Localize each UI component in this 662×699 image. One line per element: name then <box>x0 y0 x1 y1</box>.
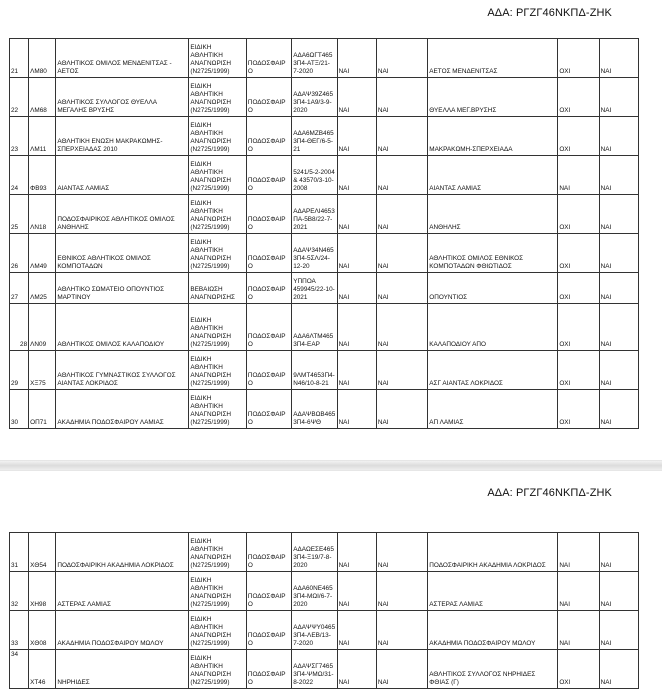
sport: ΠΟΔΟΣΦΑΙΡΟ <box>246 234 291 273</box>
status-col-10: ΟΧΙ <box>558 390 599 429</box>
status-col-8: ΝΑΙ <box>376 195 427 234</box>
club-code: ΧΘ08 <box>29 611 56 650</box>
club-short-name: ΑΕΤΟΣ ΜΕΝΔΕΝΙΤΣΑΣ <box>428 39 558 78</box>
club-short-name: ΜΑΚΡΑΚΩΜΗ-ΣΠΕΡΧΕΙΑΔΑ <box>428 117 558 156</box>
table-row <box>10 533 639 572</box>
sport: ΠΟΔΟΣΦΑΙΡΟ <box>246 650 291 689</box>
table-row <box>10 273 639 304</box>
recognition-type <box>189 117 246 156</box>
status-col-8: ΝΑΙ <box>376 156 427 195</box>
club-code: ΛΜ80 <box>29 39 56 78</box>
row-number: 32 <box>10 572 29 611</box>
club-code: ΟΠ71 <box>29 390 56 429</box>
club-code: ΛΜ11 <box>29 117 56 156</box>
club-name: ΑΘΛΗΤΙΚΟ ΣΩΜΑΤΕΙΟ ΟΠΟΥΝΤΙΟΣ ΜΑΡΤΙΝΟΥ <box>56 273 189 304</box>
status-col-11: ΝΑΙ <box>599 78 638 117</box>
status-col-11: ΝΑΙ <box>599 195 638 234</box>
club-short-name: ΑΚΑΔΗΜΙΑ ΠΟΔΟΣΦΑΙΡΟΥ ΜΩΛΟΥ <box>428 611 558 650</box>
ada-document: ΑΔΑΨΣΓ74653Π4-ΨΜΩ/31-8-2022 <box>292 650 337 689</box>
club-short-name: ΑΣΓ ΑΙΑΝΤΑΣ ΛΟΚΡΙΔΟΣ <box>428 351 558 390</box>
club-name: ΑΙΑΝΤΑΣ ΛΑΜΙΑΣ <box>56 156 189 195</box>
status-col-7: ΝΑΙ <box>337 234 376 273</box>
recognition-line: (Ν2725/1999) <box>190 262 230 270</box>
status-col-11: ΝΑΙ <box>599 572 638 611</box>
status-col-11: ΝΑΙ <box>599 156 638 195</box>
row-number: 30 <box>10 390 29 429</box>
recognition-line: ΑΝΑΓΝΩΡΙΣΗ <box>190 215 232 223</box>
status-col-11: ΝΑΙ <box>599 351 638 390</box>
recognition-line: ΑΘΛΗΤΙΚΗ <box>190 207 223 215</box>
status-col-10: ΟΧΙ <box>558 234 599 273</box>
club-code: ΛΜ49 <box>29 234 56 273</box>
recognition-line: ΕΙΔΙΚΗ <box>190 43 212 51</box>
table-row <box>10 304 639 351</box>
status-col-10: ΟΧΙ <box>558 304 599 351</box>
status-col-8: ΝΑΙ <box>376 650 427 689</box>
status-col-8: ΝΑΙ <box>376 304 427 351</box>
ada-document: ΑΔΑΨ34Ν4653Π4-5ΣΛ/24-12-20 <box>292 234 337 273</box>
recognition-line: ΑΘΛΗΤΙΚΗ <box>190 324 223 332</box>
recognition-line: (Ν2725/1999) <box>190 418 230 426</box>
club-short-name: ΑΘΛΗΤΙΚΟΣ ΣΥΛΛΟΓΟΣ ΝΗΡΗΙΔΕΣ ΦΘΙΑΣ (Γ) <box>428 650 558 689</box>
ada-document: ΑΔΑ6ΩΓΤ4653Π4-ΑΤΞ/21-7-2020 <box>292 39 337 78</box>
sport: ΠΟΔΟΣΦΑΙΡΟ <box>246 351 291 390</box>
sport: ΠΟΔΟΣΦΑΙΡΟ <box>246 156 291 195</box>
recognition-line: ΑΘΛΗΤΙΚΗ <box>190 129 223 137</box>
recognition-line: (Ν2725/1999) <box>190 600 230 608</box>
recognition-line: (Ν2725/1999) <box>190 639 230 647</box>
recognition-line: ΑΝΑΓΝΩΡΙΣΗ <box>190 137 232 145</box>
ada-document: ΑΔΑΨΒΩΒ4653Π4-6ΨΘ <box>292 390 337 429</box>
table-row <box>10 78 639 117</box>
recognition-line: ΑΘΛΗΤΙΚΗ <box>190 51 223 59</box>
recognition-type <box>189 390 246 429</box>
sport: ΠΟΔΟΣΦΑΙΡΟ <box>246 572 291 611</box>
recognition-line: ΑΝΑΓΝΩΡΙΣΗ <box>190 332 232 340</box>
status-col-8: ΝΑΙ <box>376 273 427 304</box>
recognition-line: ΕΙΔΙΚΗ <box>190 615 212 623</box>
club-short-name: ΠΟΔΟΣΦΑΙΡΙΚΗ ΑΚΑΔΗΜΙΑ ΛΟΚΡΙΔΟΣ <box>428 533 558 572</box>
status-col-8: ΝΑΙ <box>376 572 427 611</box>
status-col-8: ΝΑΙ <box>376 39 427 78</box>
clubs-table <box>9 38 639 429</box>
club-name: ΑΘΛΗΤΙΚΟΣ ΟΜΙΛΟΣ ΚΑΛΑΠΟΔΙΟΥ <box>56 304 189 351</box>
ada-document: ΑΔΑ60ΝΕ4653Π4-ΜΩΙ/6-7-2020 <box>292 572 337 611</box>
status-col-7: ΝΑΙ <box>337 533 376 572</box>
table-row <box>10 234 639 273</box>
recognition-line: ΑΘΛΗΤΙΚΗ <box>190 545 223 553</box>
status-col-7: ΝΑΙ <box>337 195 376 234</box>
recognition-line: ΕΙΔΙΚΗ <box>190 654 212 662</box>
recognition-line: ΒΕΒΑΙΩΣΗ <box>190 285 223 293</box>
row-number: 33 <box>10 611 29 650</box>
recognition-line: (Ν2725/1999) <box>190 561 230 569</box>
recognition-type <box>189 156 246 195</box>
sport: ΠΟΔΟΣΦΑΙΡΟ <box>246 39 291 78</box>
recognition-type <box>189 234 246 273</box>
table-row <box>10 572 639 611</box>
row-number: 22 <box>10 78 29 117</box>
status-col-7: ΝΑΙ <box>337 611 376 650</box>
status-col-8: ΝΑΙ <box>376 78 427 117</box>
table-row <box>10 351 639 390</box>
ada-document: ΑΔΑ6ΜΖΒ4653Π4-ΘΕΓ/6-5-21 <box>292 117 337 156</box>
status-col-8: ΝΑΙ <box>376 351 427 390</box>
recognition-line: ΕΙΔΙΚΗ <box>190 394 212 402</box>
status-col-11: ΝΑΙ <box>599 650 638 689</box>
club-name: ΕΘΝΙΚΟΣ ΑΘΛΗΤΙΚΟΣ ΟΜΙΛΟΣ ΚΟΜΠΟΤΑΔΩΝ <box>56 234 189 273</box>
recognition-line: (Ν2725/1999) <box>190 106 230 114</box>
sport: ΠΟΔΟΣΦΑΙΡΟ <box>246 611 291 650</box>
recognition-type <box>189 533 246 572</box>
recognition-type <box>189 195 246 234</box>
status-col-11: ΝΑΙ <box>599 234 638 273</box>
ada-document: ΑΔΑΩΕΣΕ4653Π4-Ξ19/7-8-2020 <box>292 533 337 572</box>
status-col-7: ΝΑΙ <box>337 650 376 689</box>
recognition-line: ΕΙΔΙΚΗ <box>190 238 212 246</box>
ada-header: ΑΔΑ: ΡΓΖΓ46ΝΚΠΔ-ΖΗΚ <box>487 7 612 19</box>
club-name: ΑΚΑΔΗΜΙΑ ΠΟΔΟΣΦΑΙΡΟΥ ΜΩΛΟΥ <box>56 611 189 650</box>
recognition-line: ΑΘΛΗΤΙΚΗ <box>190 623 223 631</box>
club-short-name: ΑΠ ΛΑΜΙΑΣ <box>428 390 558 429</box>
club-short-name: ΘΥΕΛΛΑ ΜΕΓ.ΒΡΥΣΗΣ <box>428 78 558 117</box>
recognition-line: ΑΝΑΓΝΩΡΙΣΗ <box>190 254 232 262</box>
club-code: ΧΤ46 <box>29 650 56 689</box>
recognition-line: ΑΝΑΓΝΩΡΙΣΗ <box>190 176 232 184</box>
ada-document: ΑΔΑ6ΛΤΜ4653Π4-ΕΑΡ <box>292 304 337 351</box>
status-col-7: ΝΑΙ <box>337 273 376 304</box>
recognition-line: ΑΘΛΗΤΙΚΗ <box>190 246 223 254</box>
status-col-7: ΝΑΙ <box>337 78 376 117</box>
recognition-line: ΕΙΔΙΚΗ <box>190 121 212 129</box>
ada-document: ΑΔΑΡΕΛΙ4653ΠΑ-5Β8/22-7-2021 <box>292 195 337 234</box>
sport: ΠΟΔΟΣΦΑΙΡΟ <box>246 533 291 572</box>
club-code: ΧΘ54 <box>29 533 56 572</box>
recognition-line: (Ν2725/1999) <box>190 184 230 192</box>
table-row <box>10 611 639 650</box>
status-col-8: ΝΑΙ <box>376 234 427 273</box>
status-col-8: ΝΑΙ <box>376 390 427 429</box>
recognition-line: ΑΝΑΓΝΩΡΙΣΗΣ <box>190 293 235 301</box>
status-col-10: ΟΧΙ <box>558 650 599 689</box>
status-col-10: ΝΑΙ <box>558 611 599 650</box>
document-page-2 <box>0 471 662 699</box>
status-col-11: ΝΑΙ <box>599 304 638 351</box>
status-col-10: ΟΧΙ <box>558 351 599 390</box>
club-name: ΑΘΛΗΤΙΚΟΣ ΟΜΙΛΟΣ ΜΕΝΔΕΝΙΤΣΑΣ - ΑΕΤΟΣ <box>56 39 189 78</box>
status-col-10: ΝΑΙ <box>558 156 599 195</box>
table-row <box>10 39 639 78</box>
page-separator <box>0 460 662 471</box>
row-number: 34 <box>10 650 29 689</box>
recognition-line: ΑΝΑΓΝΩΡΙΣΗ <box>190 410 232 418</box>
table-row <box>10 650 639 689</box>
status-col-11: ΝΑΙ <box>599 39 638 78</box>
recognition-line: ΑΝΑΓΝΩΡΙΣΗ <box>190 631 232 639</box>
status-col-10: ΝΑΙ <box>558 533 599 572</box>
club-name: ΑΚΑΔΗΜΙΑ ΠΟΔΟΣΦΑΙΡΟΥ ΛΑΜΙΑΣ <box>56 390 189 429</box>
table-row <box>10 195 639 234</box>
status-col-10: ΟΧΙ <box>558 117 599 156</box>
club-name: ΠΟΔΟΣΦΑΙΡΙΚΟΣ ΑΘΛΗΤΙΚΟΣ ΟΜΙΛΟΣ ΑΝΘΗΛΗΣ <box>56 195 189 234</box>
status-col-11: ΝΑΙ <box>599 533 638 572</box>
club-name: ΑΘΛΗΤΙΚΗ ΕΝΩΣΗ ΜΑΚΡΑΚΩΜΗΣ-ΣΠΕΡΧΕΙΑΔΑΣ 2010 <box>56 117 189 156</box>
club-short-name: ΑΝΘΗΛΗΣ <box>428 195 558 234</box>
row-number: 28 <box>10 304 29 351</box>
status-col-7: ΝΑΙ <box>337 156 376 195</box>
row-number: 23 <box>10 117 29 156</box>
club-code: ΧΗ98 <box>29 572 56 611</box>
ada-document: 5241/5-2-2004 & 43570/3-10-2008 <box>292 156 337 195</box>
recognition-line: ΑΘΛΗΤΙΚΗ <box>190 168 223 176</box>
row-number: 26 <box>10 234 29 273</box>
club-name: ΑΘΛΗΤΙΚΟΣ ΓΥΜΝΑΣΤΙΚΟΣ ΣΥΛΛΟΓΟΣ ΑΙΑΝΤΑΣ ΛΟΚΡΙΔΟΣ <box>56 351 189 390</box>
sport: ΠΟΔΟΣΦΑΙΡΟ <box>246 195 291 234</box>
row-number: 27 <box>10 273 29 304</box>
recognition-line: ΕΙΔΙΚΗ <box>190 355 212 363</box>
status-col-7: ΝΑΙ <box>337 390 376 429</box>
club-code: ΛΜ68 <box>29 78 56 117</box>
status-col-7: ΝΑΙ <box>337 39 376 78</box>
recognition-type <box>189 39 246 78</box>
status-col-10: ΝΑΙ <box>558 572 599 611</box>
status-col-11: ΝΑΙ <box>599 390 638 429</box>
row-number: 31 <box>10 533 29 572</box>
recognition-line: ΑΝΑΓΝΩΡΙΣΗ <box>190 670 232 678</box>
recognition-line: (Ν2725/1999) <box>190 379 230 387</box>
recognition-line: ΕΙΔΙΚΗ <box>190 160 212 168</box>
recognition-line: (Ν2725/1999) <box>190 678 230 686</box>
recognition-line: ΑΝΑΓΝΩΡΙΣΗ <box>190 59 232 67</box>
club-code: ΛΜ25 <box>29 273 56 304</box>
status-col-11: ΝΑΙ <box>599 117 638 156</box>
club-short-name: ΑΣΤΕΡΑΣ ΛΑΜΙΑΣ <box>428 572 558 611</box>
ada-document: 9ΛΜΤ4653Π4-Ν46/10-8-21 <box>292 351 337 390</box>
club-code: ΛΝ09 <box>29 304 56 351</box>
status-col-10: ΟΧΙ <box>558 195 599 234</box>
ada-document: ΑΔΑΨ39Ζ4653Π4-1Α9/3-9-2020 <box>292 78 337 117</box>
ada-header: ΑΔΑ: ΡΓΖΓ46ΝΚΠΔ-ΖΗΚ <box>487 487 612 499</box>
recognition-type <box>189 572 246 611</box>
recognition-type <box>189 611 246 650</box>
recognition-line: ΑΝΑΓΝΩΡΙΣΗ <box>190 553 232 561</box>
recognition-line: ΕΙΔΙΚΗ <box>190 82 212 90</box>
club-name: ΝΗΡΗΙΔΕΣ <box>56 650 189 689</box>
club-name: ΠΟΔΟΣΦΑΙΡΙΚΗ ΑΚΑΔΗΜΙΑ ΛΟΚΡΙΔΟΣ <box>56 533 189 572</box>
club-code: ΧΞ75 <box>29 351 56 390</box>
recognition-line: (Ν2725/1999) <box>190 67 230 75</box>
recognition-line: ΑΝΑΓΝΩΡΙΣΗ <box>190 371 232 379</box>
recognition-type <box>189 650 246 689</box>
sport: ΠΟΔΟΣΦΑΙΡΟ <box>246 117 291 156</box>
recognition-line: ΕΙΔΙΚΗ <box>190 537 212 545</box>
recognition-line: ΑΘΛΗΤΙΚΗ <box>190 363 223 371</box>
recognition-line: ΑΘΛΗΤΙΚΗ <box>190 90 223 98</box>
club-short-name: ΑΘΛΗΤΙΚΟΣ ΟΜΙΛΟΣ ΕΘΝΙΚΟΣ ΚΟΜΠΟΤΑΔΩΝ ΦΘΙΩΤΙΔΟΣ <box>428 234 558 273</box>
status-col-7: ΝΑΙ <box>337 304 376 351</box>
row-number: 25 <box>10 195 29 234</box>
club-code: ΛΝ18 <box>29 195 56 234</box>
status-col-10: ΟΧΙ <box>558 273 599 304</box>
sport: ΠΟΔΟΣΦΑΙΡΟ <box>246 273 291 304</box>
recognition-line: ΑΝΑΓΝΩΡΙΣΗ <box>190 592 232 600</box>
club-short-name: ΟΠΟΥΝΤΙΟΣ <box>428 273 558 304</box>
recognition-line: ΑΝΑΓΝΩΡΙΣΗ <box>190 98 232 106</box>
status-col-11: ΝΑΙ <box>599 273 638 304</box>
status-col-10: ΟΧΙ <box>558 78 599 117</box>
status-col-8: ΝΑΙ <box>376 533 427 572</box>
recognition-type <box>189 351 246 390</box>
club-short-name: ΚΑΛΑΠΟΔΙΟΥ ΑΠΟ <box>428 304 558 351</box>
sport: ΠΟΔΟΣΦΑΙΡΟ <box>246 304 291 351</box>
recognition-line: (Ν2725/1999) <box>190 223 230 231</box>
club-short-name: ΑΙΑΝΤΑΣ ΛΑΜΙΑΣ <box>428 156 558 195</box>
recognition-line: ΑΘΛΗΤΙΚΗ <box>190 662 223 670</box>
row-number: 21 <box>10 39 29 78</box>
recognition-type <box>189 78 246 117</box>
status-col-7: ΝΑΙ <box>337 572 376 611</box>
recognition-line: (Ν2725/1999) <box>190 145 230 153</box>
sport: ΠΟΔΟΣΦΑΙΡΟ <box>246 390 291 429</box>
status-col-7: ΝΑΙ <box>337 117 376 156</box>
club-code: ΦΒ93 <box>29 156 56 195</box>
table-row <box>10 117 639 156</box>
sport: ΠΟΔΟΣΦΑΙΡΟ <box>246 78 291 117</box>
status-col-8: ΝΑΙ <box>376 117 427 156</box>
recognition-line: (Ν2725/1999) <box>190 340 230 348</box>
row-number: 24 <box>10 156 29 195</box>
recognition-type <box>189 273 246 304</box>
club-name: ΑΣΤΕΡΑΣ ΛΑΜΙΑΣ <box>56 572 189 611</box>
recognition-line: ΕΙΔΙΚΗ <box>190 199 212 207</box>
club-name: ΑΘΛΗΤΙΚΟΣ ΣΥΛΛΟΓΟΣ ΘΥΕΛΛΑ ΜΕΓΑΛΗΣ ΒΡΥΣΗΣ <box>56 78 189 117</box>
recognition-line: ΑΘΛΗΤΙΚΗ <box>190 584 223 592</box>
status-col-11: ΝΑΙ <box>599 611 638 650</box>
ada-document: ΥΠΠΟΑ 459945/22-10-2021 <box>292 273 337 304</box>
recognition-line: ΑΘΛΗΤΙΚΗ <box>190 402 223 410</box>
recognition-line: ΕΙΔΙΚΗ <box>190 316 212 324</box>
status-col-7: ΝΑΙ <box>337 351 376 390</box>
clubs-table <box>9 532 639 689</box>
table-row <box>10 390 639 429</box>
recognition-type <box>189 304 246 351</box>
status-col-10: ΟΧΙ <box>558 39 599 78</box>
status-col-8: ΝΑΙ <box>376 611 427 650</box>
ada-document: ΑΔΑΨΨΥ04653Π4-ΛΕΒ/13-7-2020 <box>292 611 337 650</box>
recognition-line: ΕΙΔΙΚΗ <box>190 576 212 584</box>
row-number: 29 <box>10 351 29 390</box>
table-row <box>10 156 639 195</box>
